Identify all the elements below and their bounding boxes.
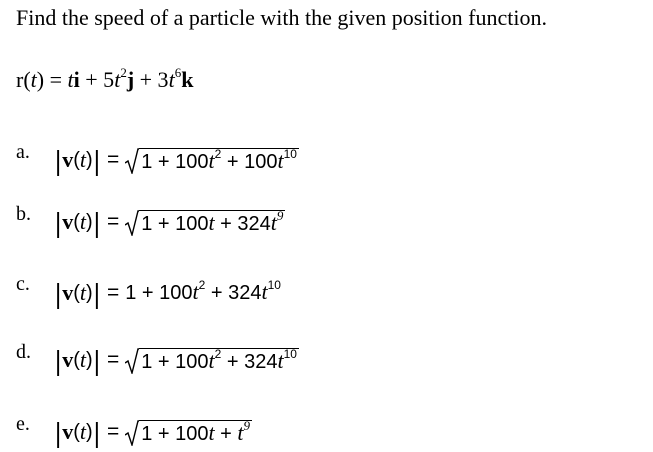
answer-option-e[interactable] bbox=[16, 412, 636, 452]
option-letter: a. bbox=[16, 141, 30, 163]
position-function-expression: r(t) = ti + $5t^2j + 3t^6k$ bbox=[16, 64, 194, 92]
square-root-icon bbox=[125, 420, 139, 446]
answer-option-c[interactable] bbox=[16, 272, 636, 312]
square-root-icon bbox=[125, 148, 139, 174]
option-expression: | v ( t ) | = $1 + 100t^2 + 324t^{10}$ bbox=[55, 278, 281, 310]
option-letter: b. bbox=[16, 203, 31, 225]
answer-option-b[interactable] bbox=[16, 202, 636, 242]
position-function bbox=[16, 66, 193, 94]
option-expression: | v ( t ) | = $1 + 100t + 324t^9$ bbox=[55, 207, 284, 239]
option-letter: c. bbox=[16, 273, 30, 295]
option-expression: | v ( t ) | = $1 + 100t^2 + 324t^{10}$ bbox=[55, 345, 297, 377]
question-text: Find the speed of a particle with the given position function. bbox=[16, 5, 547, 30]
option-letter: d. bbox=[16, 341, 31, 363]
square-root-icon bbox=[125, 348, 139, 374]
answer-option-a[interactable] bbox=[16, 140, 636, 180]
option-letter: e. bbox=[16, 413, 30, 435]
square-root-icon bbox=[125, 210, 139, 236]
answer-option-d[interactable] bbox=[16, 340, 636, 380]
option-expression: | v ( t ) | = $1 + 100t^2 + 100t^{10}$ bbox=[55, 145, 297, 177]
option-expression: | v ( t ) | = $1 + 100t + t^9$ bbox=[55, 417, 251, 449]
